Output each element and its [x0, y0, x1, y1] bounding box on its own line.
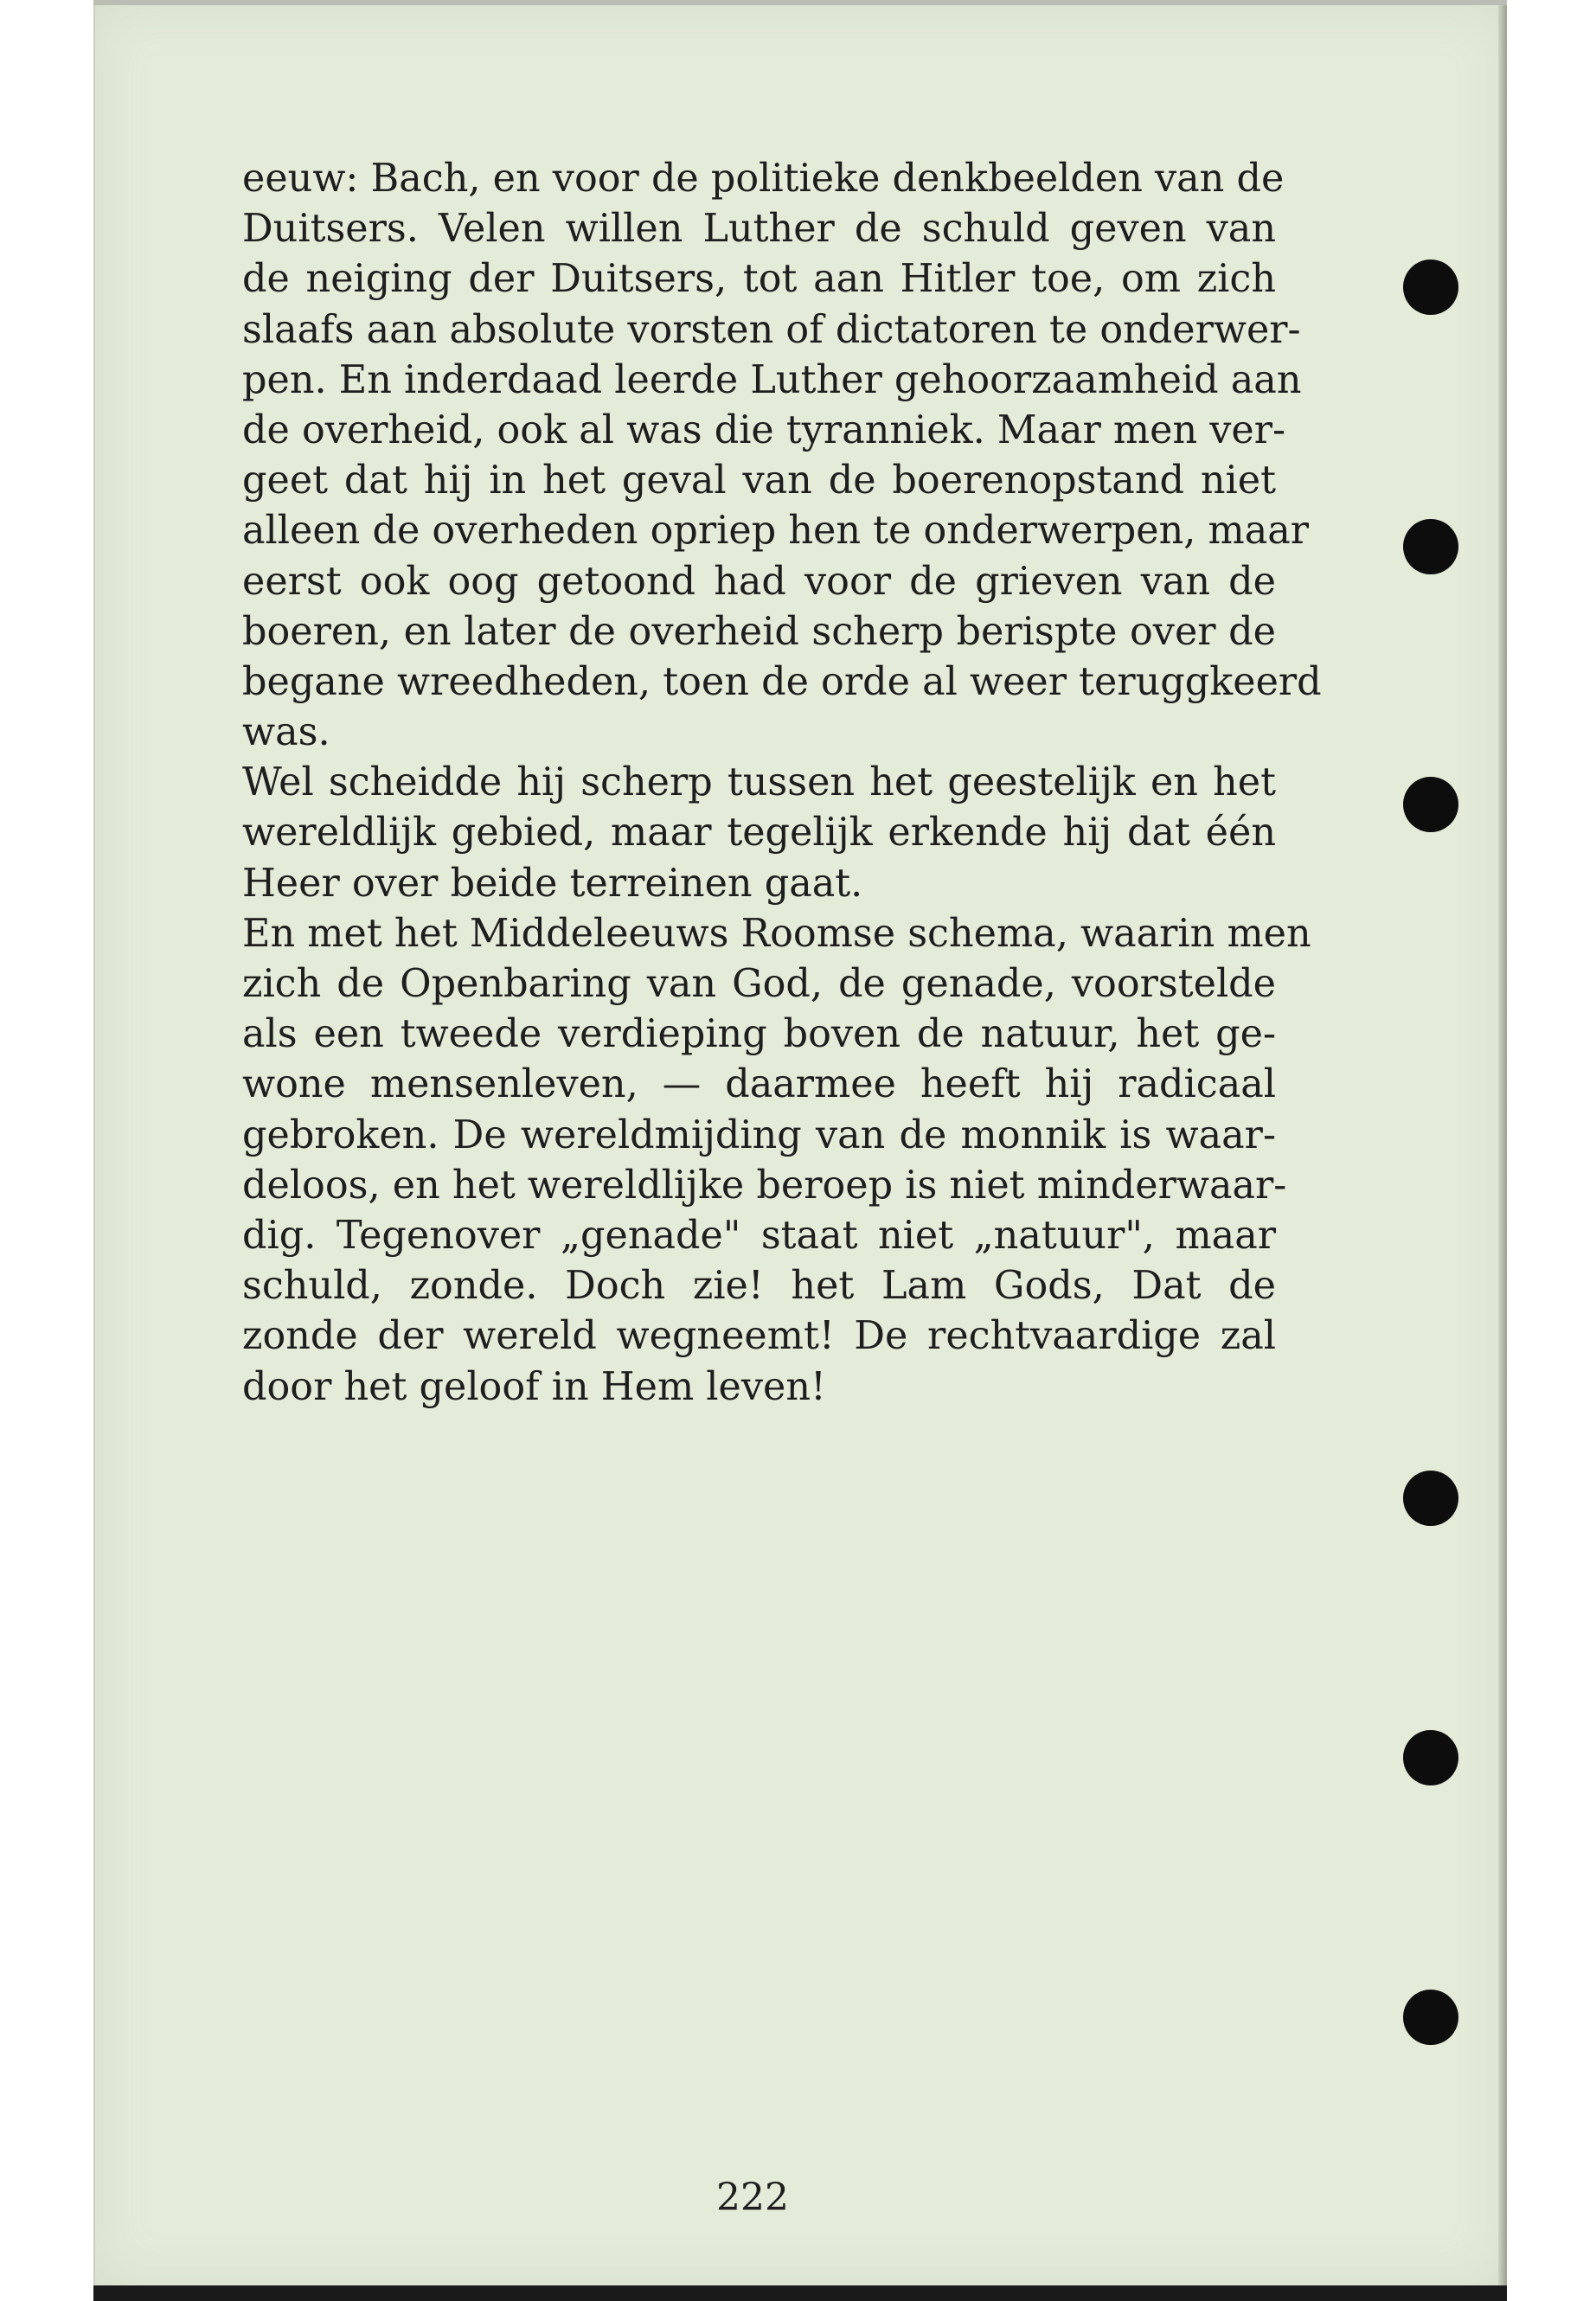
text-line: de overheid, ook al was die tyranniek. Maar men ver-: [242, 407, 1286, 452]
text-line: En met het Middeleeuws Roomse schema, waarin men: [242, 911, 1311, 956]
binder-hole-4: [1403, 1471, 1458, 1526]
text-line: gebroken. De wereldmijding van de monnik is waar-: [242, 1112, 1276, 1157]
text-line: pen. En inderdaad leerde Luther gehoorzaamheid aan: [242, 357, 1302, 402]
text-line: wereldlijk gebied, maar tegelijk erkende hij dat één: [242, 811, 1276, 856]
text-line: zonde der wereld wegneemt! De rechtvaardige zal: [242, 1314, 1276, 1359]
text-line: alleen de overheden opriep hen te onderwerpen, maar: [242, 509, 1310, 554]
text-line: als een tweede verdieping boven de natuur, het ge-: [242, 1012, 1276, 1057]
text-line: deloos, en het wereldlijke beroep is niet minderwaar-: [242, 1163, 1287, 1208]
page-bottom-edge: [93, 2285, 1507, 2301]
binder-hole-6: [1403, 1990, 1458, 2045]
text-line: de neiging der Duitsers, tot aan Hitler toe, om zich: [242, 257, 1276, 302]
text-line: schuld, zonde. Doch zie! het Lam Gods, Dat de: [242, 1264, 1276, 1309]
text-line: begane wreedheden, toen de orde al weer teruggkeerd: [242, 659, 1322, 704]
text-line: zich de Openbaring van God, de genade, voorstelde: [242, 962, 1276, 1006]
text-line: Heer over beide terreinen gaat.: [242, 861, 863, 906]
binder-hole-3: [1403, 777, 1458, 832]
text-line: boeren, en later de overheid scherp berispte over de: [242, 609, 1276, 654]
body-text: [242, 154, 1322, 1413]
text-line: geet dat hij in het geval van de boerenopstand niet: [242, 458, 1276, 503]
text-line: Duitsers. Velen willen Luther de schuld geven van: [242, 207, 1276, 252]
text-line: eerst ook oog getoond had voor de grieven van de: [242, 559, 1276, 604]
binder-hole-2: [1403, 519, 1458, 574]
binder-hole-5: [1403, 1730, 1458, 1785]
text-line: wone mensenleven, — daarmee heeft hij radicaal: [242, 1062, 1276, 1107]
text-line: eeuw: Bach, en voor de politieke denkbeelden van de: [242, 157, 1285, 201]
text-line: dig. Tegenover „genade" staat niet „natuur", maar: [242, 1213, 1276, 1258]
page-number: 222: [716, 2176, 789, 2220]
text-line: door het geloof in Hem leven!: [242, 1364, 826, 1409]
page-right-edge: [1498, 5, 1507, 2285]
binder-hole-1: [1403, 260, 1458, 315]
text-line: Wel scheidde hij scherp tussen het geestelijk en het: [242, 760, 1276, 805]
text-line: slaafs aan absolute vorsten of dictatoren te onderwer-: [242, 307, 1301, 352]
text-line: was.: [242, 710, 330, 755]
